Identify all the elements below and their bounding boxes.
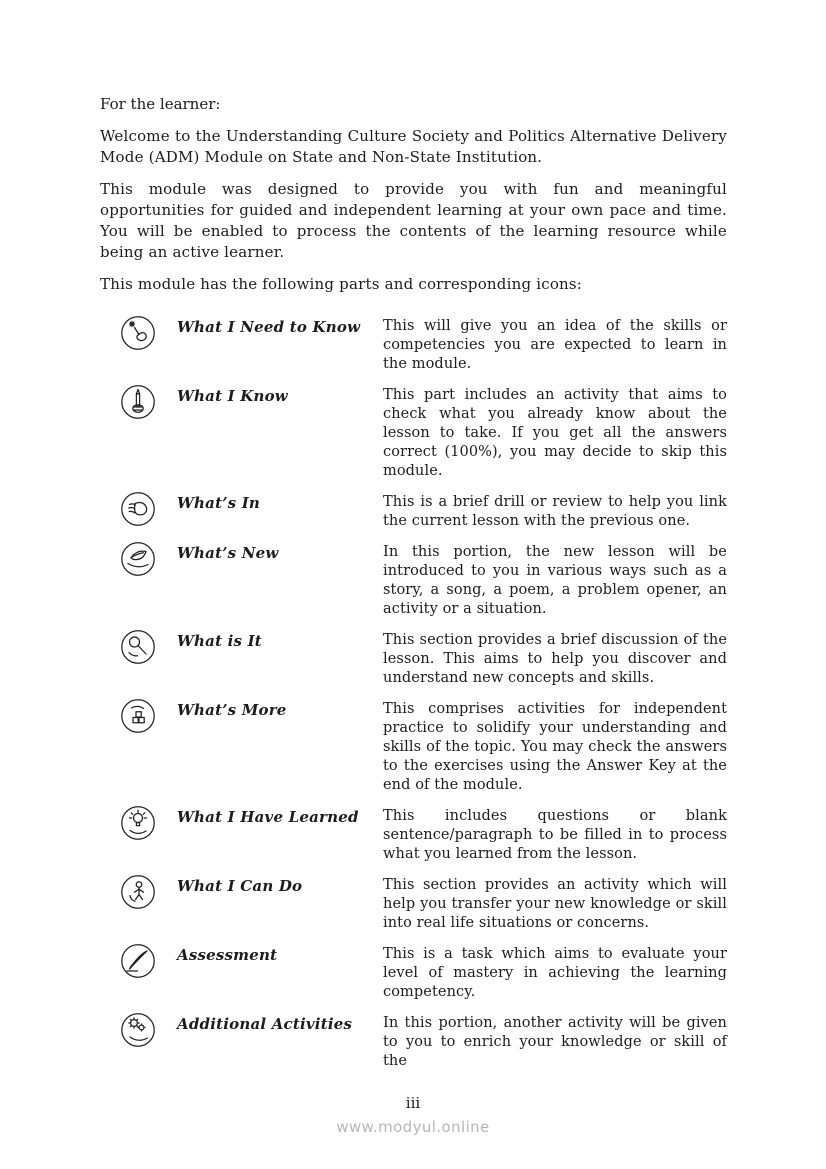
- part-description: This is a brief drill or review to help you link the current lesson with the previous one.: [383, 494, 727, 529]
- hand-gesture-icon: [120, 491, 156, 527]
- magnifying-glass-icon: [120, 629, 156, 665]
- part-row-whats-new: [100, 541, 727, 619]
- part-row-additional-activities: [100, 1012, 727, 1071]
- quill-pen-icon: [120, 943, 156, 979]
- intro-paragraph-3: This module has the following parts and corresponding icons:: [100, 275, 583, 293]
- part-label: What I Have Learned: [177, 808, 359, 826]
- part-description: This section provides an activity which will help you transfer your new knowledge or skill into real life situations or concerns.: [383, 877, 727, 931]
- part-label: What’s New: [177, 544, 279, 562]
- watermark-text: www.modyul.online: [336, 1118, 490, 1136]
- hand-leaf-icon: [120, 541, 156, 577]
- part-label: Assessment: [177, 946, 278, 964]
- part-row-what-i-need-to-know: [100, 315, 727, 374]
- part-description: In this portion, another activity will be given to you to enrich your knowledge or skill of the: [383, 1015, 727, 1069]
- part-description: This includes questions or blank sentence/paragraph to be filled in to process what you learned from the lesson.: [383, 808, 727, 862]
- part-row-whats-more: [100, 698, 727, 795]
- part-description: In this portion, the new lesson will be introduced to you in various ways such as a story, a song, a poem, a problem opener, an activity or a situation.: [383, 544, 727, 617]
- part-label: What’s More: [177, 701, 287, 719]
- part-row-what-i-know: [100, 384, 727, 481]
- part-label: What I Need to Know: [177, 318, 361, 336]
- hand-lightbulb-icon: [120, 805, 156, 841]
- hand-person-icon: [120, 874, 156, 910]
- part-description: This part includes an activity that aims to check what you already know about the lesson to take. If you get all the answers correct (100%), you may decide to skip this module.: [383, 387, 727, 479]
- hand-point-icon: [120, 315, 156, 351]
- part-row-whats-in: [100, 491, 727, 531]
- intro-paragraph-2: This module was designed to provide you with fun and meaningful opportunities for guided and independent learning at your own pace and time. You will be enabled to process the contents of the learning resource while being an active learner.: [100, 180, 727, 261]
- intro-paragraph-1: Welcome to the Understanding Culture Society and Politics Alternative Delivery Mode (ADM) Module on State and Non-State Institution.: [100, 127, 727, 166]
- module-parts-list: [100, 315, 727, 1071]
- part-row-what-i-have-learned: [100, 805, 727, 864]
- part-row-assessment: [100, 943, 727, 1002]
- for-the-learner-heading: For the learner:: [100, 95, 221, 113]
- hand-pencil-icon: [120, 384, 156, 420]
- hand-blocks-icon: [120, 698, 156, 734]
- part-label: Additional Activities: [177, 1015, 353, 1033]
- part-label: What is It: [177, 632, 262, 650]
- part-label: What’s In: [177, 494, 261, 512]
- page-number: iii: [405, 1094, 421, 1112]
- part-row-what-i-can-do: [100, 874, 727, 933]
- part-description: This section provides a brief discussion of the lesson. This aims to help you discover and understand new concepts and skills.: [383, 632, 727, 686]
- part-label: What I Know: [177, 387, 288, 405]
- part-description: This comprises activities for independent practice to solidify your understanding and skills of the topic. You may check the answers to the exercises using the Answer Key at the end of the module.: [383, 701, 727, 793]
- part-row-what-is-it: [100, 629, 727, 688]
- hand-gears-icon: [120, 1012, 156, 1048]
- part-description: This will give you an idea of the skills or competencies you are expected to learn in the module.: [383, 318, 727, 372]
- part-label: What I Can Do: [177, 877, 303, 895]
- part-description: This is a task which aims to evaluate your level of mastery in achieving the learning competency.: [383, 946, 727, 1000]
